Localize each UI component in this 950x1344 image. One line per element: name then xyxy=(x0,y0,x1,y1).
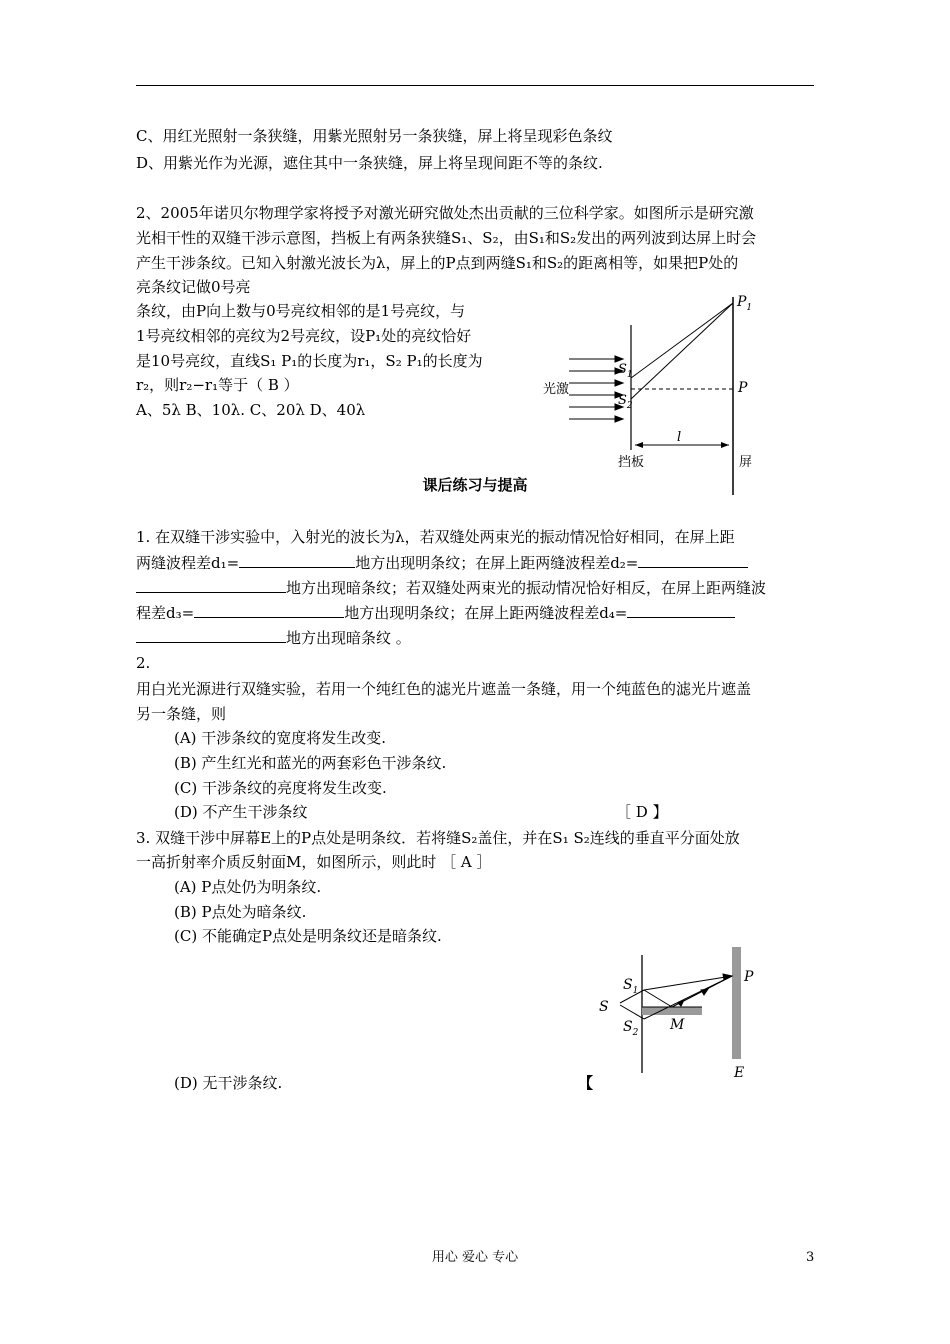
ex3-bracket: 【 xyxy=(578,1074,594,1092)
label-p: P xyxy=(744,969,754,985)
label-screen: 屏 xyxy=(739,455,753,470)
ex2-option-b: (B) 产生红光和蓝光的两套彩色干涉条纹. xyxy=(174,754,447,772)
distance-arrow-left-head xyxy=(635,442,643,448)
ex2-option-d: (D) 不产生干涉条纹 xyxy=(174,803,308,821)
ex2-option-a: (A) 干涉条纹的宽度将发生改变. xyxy=(174,729,387,747)
q2-line7: 是10号亮纹，直线S₁ P₁的长度为r₁，S₂ P₁的长度为 xyxy=(136,352,483,370)
label-s2: $S_2$ xyxy=(618,393,633,411)
ex1-line3-b: 地方出现暗条纹；若双缝处两束光的振动情况恰好相反，在屏上距两缝波 xyxy=(286,579,767,597)
ex1-line5-b: 地方出现暗条纹 。 xyxy=(286,629,411,647)
label-s2: $S_2$ xyxy=(623,1019,639,1038)
distance-arrow-right-head xyxy=(721,442,729,448)
label-s1: $S_1$ xyxy=(618,362,633,380)
ex3-line2: 一高折射率介质反射面M，如图所示，则此时 ［ A ］ xyxy=(136,853,492,871)
double-slit-figure xyxy=(535,285,775,500)
section-title: 课后练习与提高 xyxy=(422,476,528,494)
q2-line3: 产生干涉条纹。已知入射激光波长为λ，屏上的P点到两缝S₁和S₂的距离相等，如果把P处的 xyxy=(136,254,739,272)
mirror-figure xyxy=(590,945,770,1085)
ex2-line2: 另一条缝，则 xyxy=(136,705,227,723)
label-s1: $S_1$ xyxy=(623,977,639,996)
ray-s2-p1 xyxy=(631,303,733,399)
ex3-option-a: (A) P点处仍为明条纹. xyxy=(174,878,322,896)
q2-line4: 亮条纹记做0号亮 xyxy=(136,278,251,296)
ex2-line1: 用白光光源进行双缝实验，若用一个纯红色的滤光片遮盖一条缝，用一个纯蓝色的滤光片遮盖 xyxy=(136,680,752,698)
option-c: C、用红光照射一条狭缝，用紫光照射另一条狭缝，屏上将呈现彩色条纹 xyxy=(136,127,613,145)
ex3-option-c: (C) 不能确定P点处是明条纹还是暗条纹. xyxy=(174,927,442,945)
header-rule xyxy=(136,85,814,86)
ex1-line2 xyxy=(136,553,748,573)
ex3-option-b: (B) P点处为暗条纹. xyxy=(174,903,307,921)
label-m: M xyxy=(670,1017,685,1033)
blank-d1[interactable] xyxy=(239,553,355,568)
q2-line5: 条纹，由P向上数与0号亮纹相邻的是1号亮纹，与 xyxy=(136,302,466,320)
label-e: E xyxy=(734,1065,745,1081)
option-d: D、用紫光作为光源，遮住其中一条狭缝，屏上将呈现间距不等的条纹. xyxy=(136,154,603,172)
q2-options: A、5λ B、10λ. C、20λ D、40λ xyxy=(136,401,366,419)
blank-d4[interactable] xyxy=(627,603,735,618)
q2-line2: 光相干性的双缝干涉示意图，挡板上有两条狭缝S₁、S₂，由S₁和S₂发出的两列波到达屏上时会 xyxy=(136,229,757,247)
blank-d3[interactable] xyxy=(194,603,344,618)
ex1-line1: 1. 在双缝干涉实验中，入射光的波长为λ，若双缝处两束光的振动情况恰好相同，在屏上距 xyxy=(136,528,735,546)
label-p1: $P_1$ xyxy=(737,294,753,313)
page-number: 3 xyxy=(806,1250,815,1265)
label-baffle: 挡板 xyxy=(618,455,645,470)
mirror-m xyxy=(642,1007,702,1015)
ex3-option-d: (D) 无干涉条纹. xyxy=(174,1074,283,1092)
ex1-line4-a: 程差d₃= xyxy=(136,604,195,622)
ex1-line2-a: 两缝波程差d₁= xyxy=(136,554,240,572)
blank-d2[interactable] xyxy=(638,553,748,568)
ex1-line3 xyxy=(136,578,766,598)
label-p: P xyxy=(738,380,748,396)
q2-line6: 1号亮纹相邻的亮纹为2号亮纹，设P₁处的亮纹恰好 xyxy=(136,327,472,345)
blank-d2-cont[interactable] xyxy=(136,578,286,593)
blank-d4-cont[interactable] xyxy=(136,628,286,643)
q2-line1: 2、2005年诺贝尔物理学家将授予对激光研究做处杰出贡献的三位科学家。如图所示是研究激 xyxy=(136,204,754,222)
ex1-line4-b: 地方出现明条纹；在屏上距两缝波程差d₄= xyxy=(344,604,628,622)
q2-line8: r₂，则r₂−r₁等于（ B ） xyxy=(136,376,299,394)
screen-e xyxy=(732,947,741,1059)
ray-s1-p1 xyxy=(631,303,733,378)
ex2-num: 2. xyxy=(136,654,151,672)
footer-center: 用心 爱心 专心 xyxy=(431,1250,519,1265)
label-s: S xyxy=(599,999,609,1015)
label-laser: 光激 xyxy=(543,382,570,397)
label-l: l xyxy=(677,430,682,445)
ex2-option-c: (C) 干涉条纹的亮度将发生改变. xyxy=(174,779,387,797)
ex3-line1: 3. 双缝干涉中屏幕E上的P点处是明条纹．若将缝S₂盖住，并在S₁ S₂连线的垂直平分面处放 xyxy=(136,829,740,847)
laser-arrows xyxy=(569,356,623,422)
ex1-line5 xyxy=(136,628,411,648)
ex2-answer: ［ D 】 xyxy=(616,803,668,821)
ex1-line2-b: 地方出现明条纹；在屏上距两缝波程差d₂= xyxy=(355,554,639,572)
ex1-line4 xyxy=(136,603,735,623)
